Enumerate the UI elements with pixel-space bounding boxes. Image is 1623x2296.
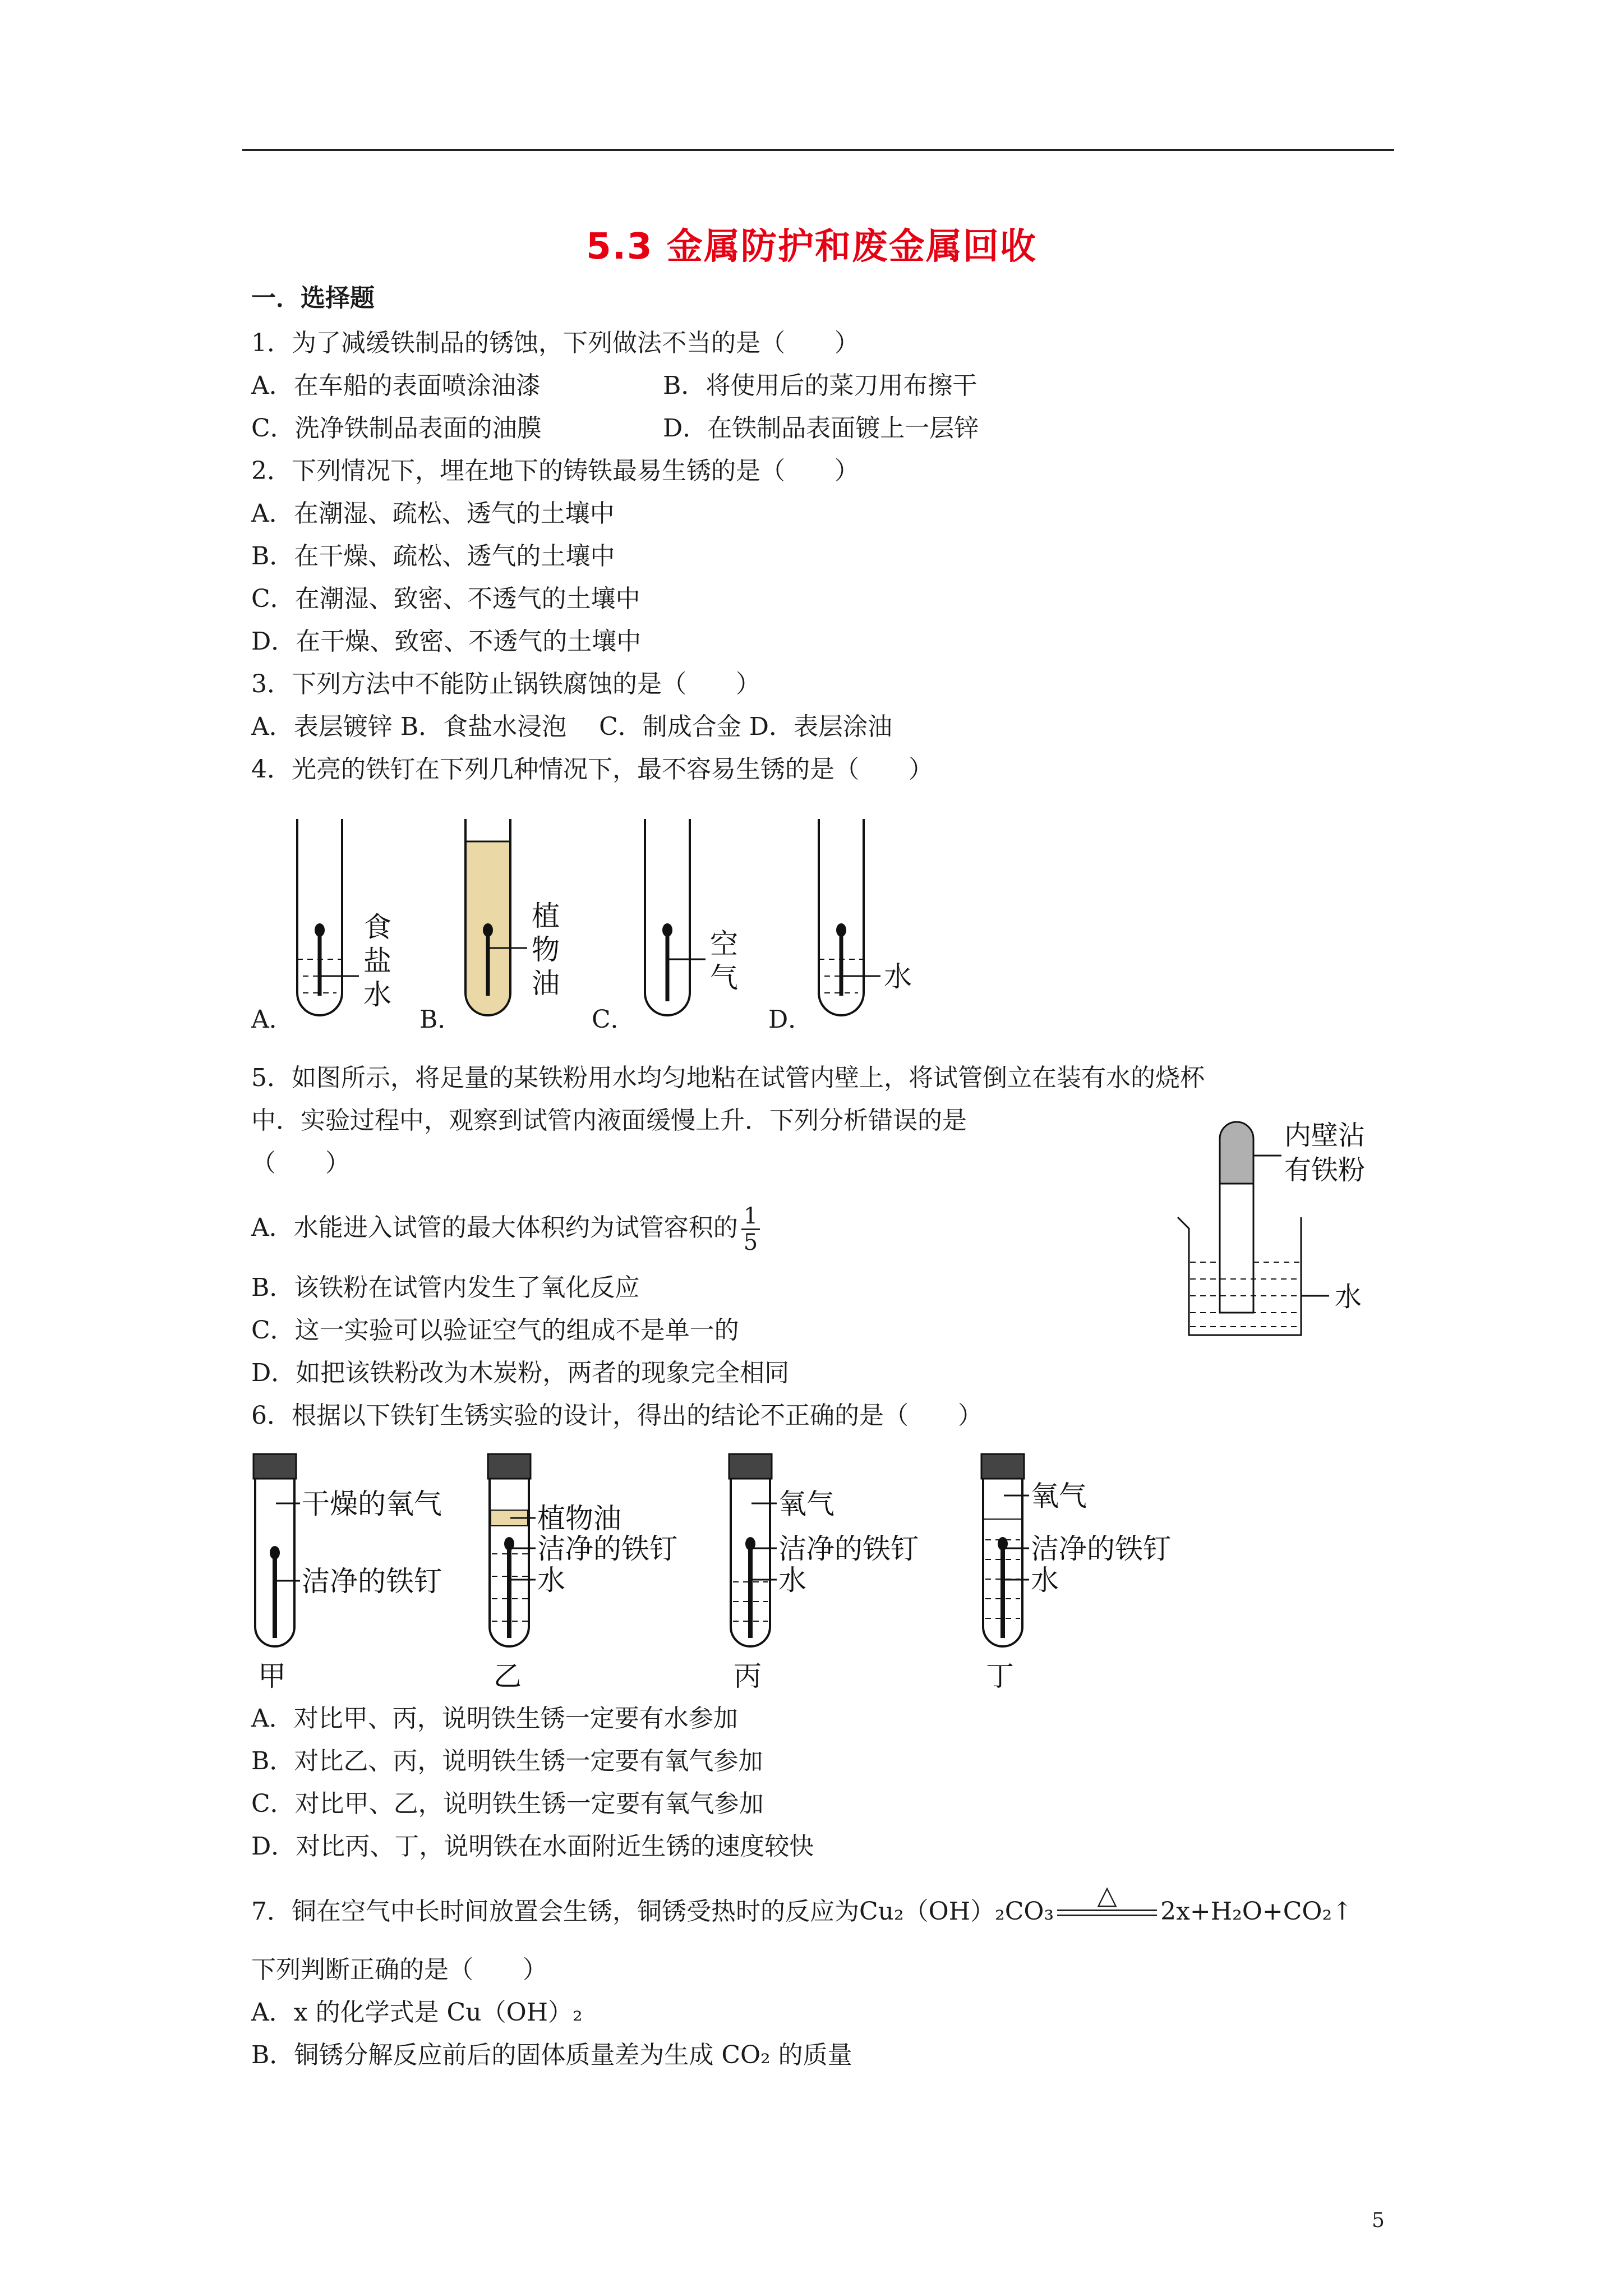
q4-tube-b [465, 819, 560, 1015]
q6-figure [247, 1447, 1256, 1694]
q4-figure [247, 808, 976, 1032]
q5-figure [1166, 1116, 1408, 1346]
q4-option-a: A． [251, 1005, 294, 1034]
q2-option-d: D．在干燥、致密、不透气的土壤中 [251, 627, 642, 656]
q6-jia-label-1: 干燥的氧气 [302, 1488, 442, 1520]
q1-option-c: C．洗净铁制品表面的油膜 [251, 414, 542, 443]
q6-option-c: C．对比甲、乙，说明铁生锈一定要有氧气参加 [251, 1789, 764, 1818]
q6-name-jia: 甲 [258, 1660, 286, 1692]
q6-name-bing: 丙 [734, 1660, 762, 1692]
q6-name-ding: 丁 [986, 1660, 1014, 1692]
q4-b-label-1: 植 [532, 900, 560, 932]
header-rule [242, 149, 1394, 151]
q6-yi-label-3: 水 [537, 1564, 565, 1596]
q6-stem: 6．根据以下铁钉生锈实验的设计，得出的结论不正确的是（ ） [251, 1401, 983, 1430]
q7-eq-right: 2x+H₂O+CO₂↑ [1160, 1897, 1353, 1926]
q4-stem: 4．光亮的铁钉在下列几种情况下，最不容易生锈的是（ ） [251, 755, 933, 784]
q5-option-a [251, 1204, 760, 1255]
q6-ding-label-3: 水 [1031, 1564, 1059, 1596]
q7-option-a: A．x 的化学式是 Cu（OH）₂ [251, 1998, 583, 2027]
q2-stem: 2．下列情况下，埋在地下的铸铁最易生锈的是（ ） [251, 457, 859, 485]
q6-bing-label-1: 氧气 [778, 1488, 834, 1520]
q6-jia-label-2: 洁净的铁钉 [302, 1565, 442, 1598]
q6-option-d: D．对比丙、丁，说明铁在水面附近生锈的速度较快 [251, 1832, 814, 1861]
q3-stem: 3．下列方法中不能防止锅铁腐蚀的是（ ） [251, 670, 760, 698]
q6-bing-label-3: 水 [778, 1564, 806, 1596]
q5-stem-2: 中．实验过程中，观察到试管内液面缓慢上升．下列分析错误的是 [251, 1106, 967, 1135]
q4-b-label-2: 物 [532, 933, 560, 966]
q5-option-d: D．如把该铁粉改为木炭粉，两者的现象完全相同 [251, 1359, 790, 1387]
q6-yi-label-1: 植物油 [537, 1502, 621, 1535]
fraction-one-fifth [741, 1204, 760, 1255]
q4-d-label: 水 [884, 960, 912, 993]
q5-option-b: B．该铁粉在试管内发生了氧化反应 [251, 1273, 640, 1302]
q4-tube-c [645, 819, 738, 1015]
q1-stem: 1．为了减缓铁制品的锈蚀，下列做法不当的是（ ） [251, 329, 859, 357]
q4-b-label-3: 油 [532, 967, 560, 1000]
q7-heat-symbol: △ [1097, 1880, 1117, 1910]
q2-option-a: A．在潮湿、疏松、透气的土壤中 [251, 499, 615, 528]
q3-options: A．表层镀锌 B．食盐水浸泡 C．制成合金 D．表层涂油 [251, 712, 893, 741]
q6-ding-label-1: 氧气 [1031, 1480, 1087, 1512]
page-number: 5 [1372, 2209, 1385, 2232]
q4-option-d: D． [768, 1005, 813, 1034]
q7-eq-left: Cu₂（OH）₂CO₃ [859, 1897, 1054, 1926]
fraction-denominator: 5 [743, 1230, 758, 1255]
q5-option-a-text: A．水能进入试管的最大体积约为试管容积的 [251, 1213, 738, 1242]
q4-option-c: C． [592, 1005, 635, 1034]
q4-a-label-3: 水 [363, 978, 391, 1011]
page-title: 5.3 金属防护和废金属回收 [586, 226, 1037, 268]
q7-option-b: B．铜锈分解反应前后的固体质量差为生成 CO₂ 的质量 [251, 2041, 852, 2069]
q6-tube-jia [253, 1454, 442, 1646]
q7-reaction-arrow [1054, 1880, 1160, 1927]
q6-tube-ding [981, 1454, 1171, 1646]
q5-option-c: C．这一实验可以验证空气的组成不是单一的 [251, 1316, 739, 1345]
q4-c-label-1: 空 [710, 928, 738, 960]
q2-option-b: B．在干燥、疏松、透气的土壤中 [251, 542, 615, 570]
q6-ding-label-2: 洁净的铁钉 [1031, 1533, 1171, 1565]
q4-c-label-2: 气 [710, 961, 738, 994]
q7-stem [251, 1880, 1353, 1927]
q4-option-b: B． [419, 1005, 463, 1034]
q5-stem-1: 5．如图所示，将足量的某铁粉用水均匀地粘在试管内壁上，将试管倒立在装有水的烧杯 [251, 1064, 1205, 1092]
q5-label-1: 内壁沾 [1284, 1120, 1366, 1151]
q4-tube-d [819, 819, 912, 1015]
section-heading: 一．选择题 [251, 284, 375, 312]
q4-tube-a [297, 819, 391, 1015]
q4-a-label-1: 食 [363, 911, 391, 944]
q1-option-b: B．将使用后的菜刀用布擦干 [663, 371, 978, 400]
q5-label-2: 有铁粉 [1284, 1154, 1366, 1186]
q7-stem-2: 下列判断正确的是（ ） [251, 1955, 547, 1984]
q6-bing-label-2: 洁净的铁钉 [778, 1533, 919, 1565]
q6-name-yi: 乙 [494, 1660, 522, 1692]
q4-a-label-2: 盐 [363, 945, 391, 977]
q5-paren: （ ） [251, 1149, 350, 1177]
q1-option-a: A．在车船的表面喷涂油漆 [251, 371, 541, 400]
q7-equal-sign [1057, 1910, 1157, 1916]
q1-option-d: D．在铁制品表面镀上一层锌 [663, 414, 979, 443]
q6-option-b: B．对比乙、丙，说明铁生锈一定要有氧气参加 [251, 1747, 763, 1775]
fraction-numerator: 1 [741, 1204, 760, 1230]
q6-tube-yi [488, 1454, 677, 1646]
q7-stem-text: 7．铜在空气中长时间放置会生锈，铜锈受热时的反应为 [251, 1897, 859, 1926]
q2-option-c: C．在潮湿、致密、不透气的土壤中 [251, 585, 640, 613]
q5-label-water: 水 [1335, 1281, 1362, 1313]
q6-option-a: A．对比甲、丙，说明铁生锈一定要有水参加 [251, 1704, 738, 1733]
q6-yi-label-2: 洁净的铁钉 [537, 1533, 677, 1565]
q6-tube-bing [729, 1454, 919, 1646]
